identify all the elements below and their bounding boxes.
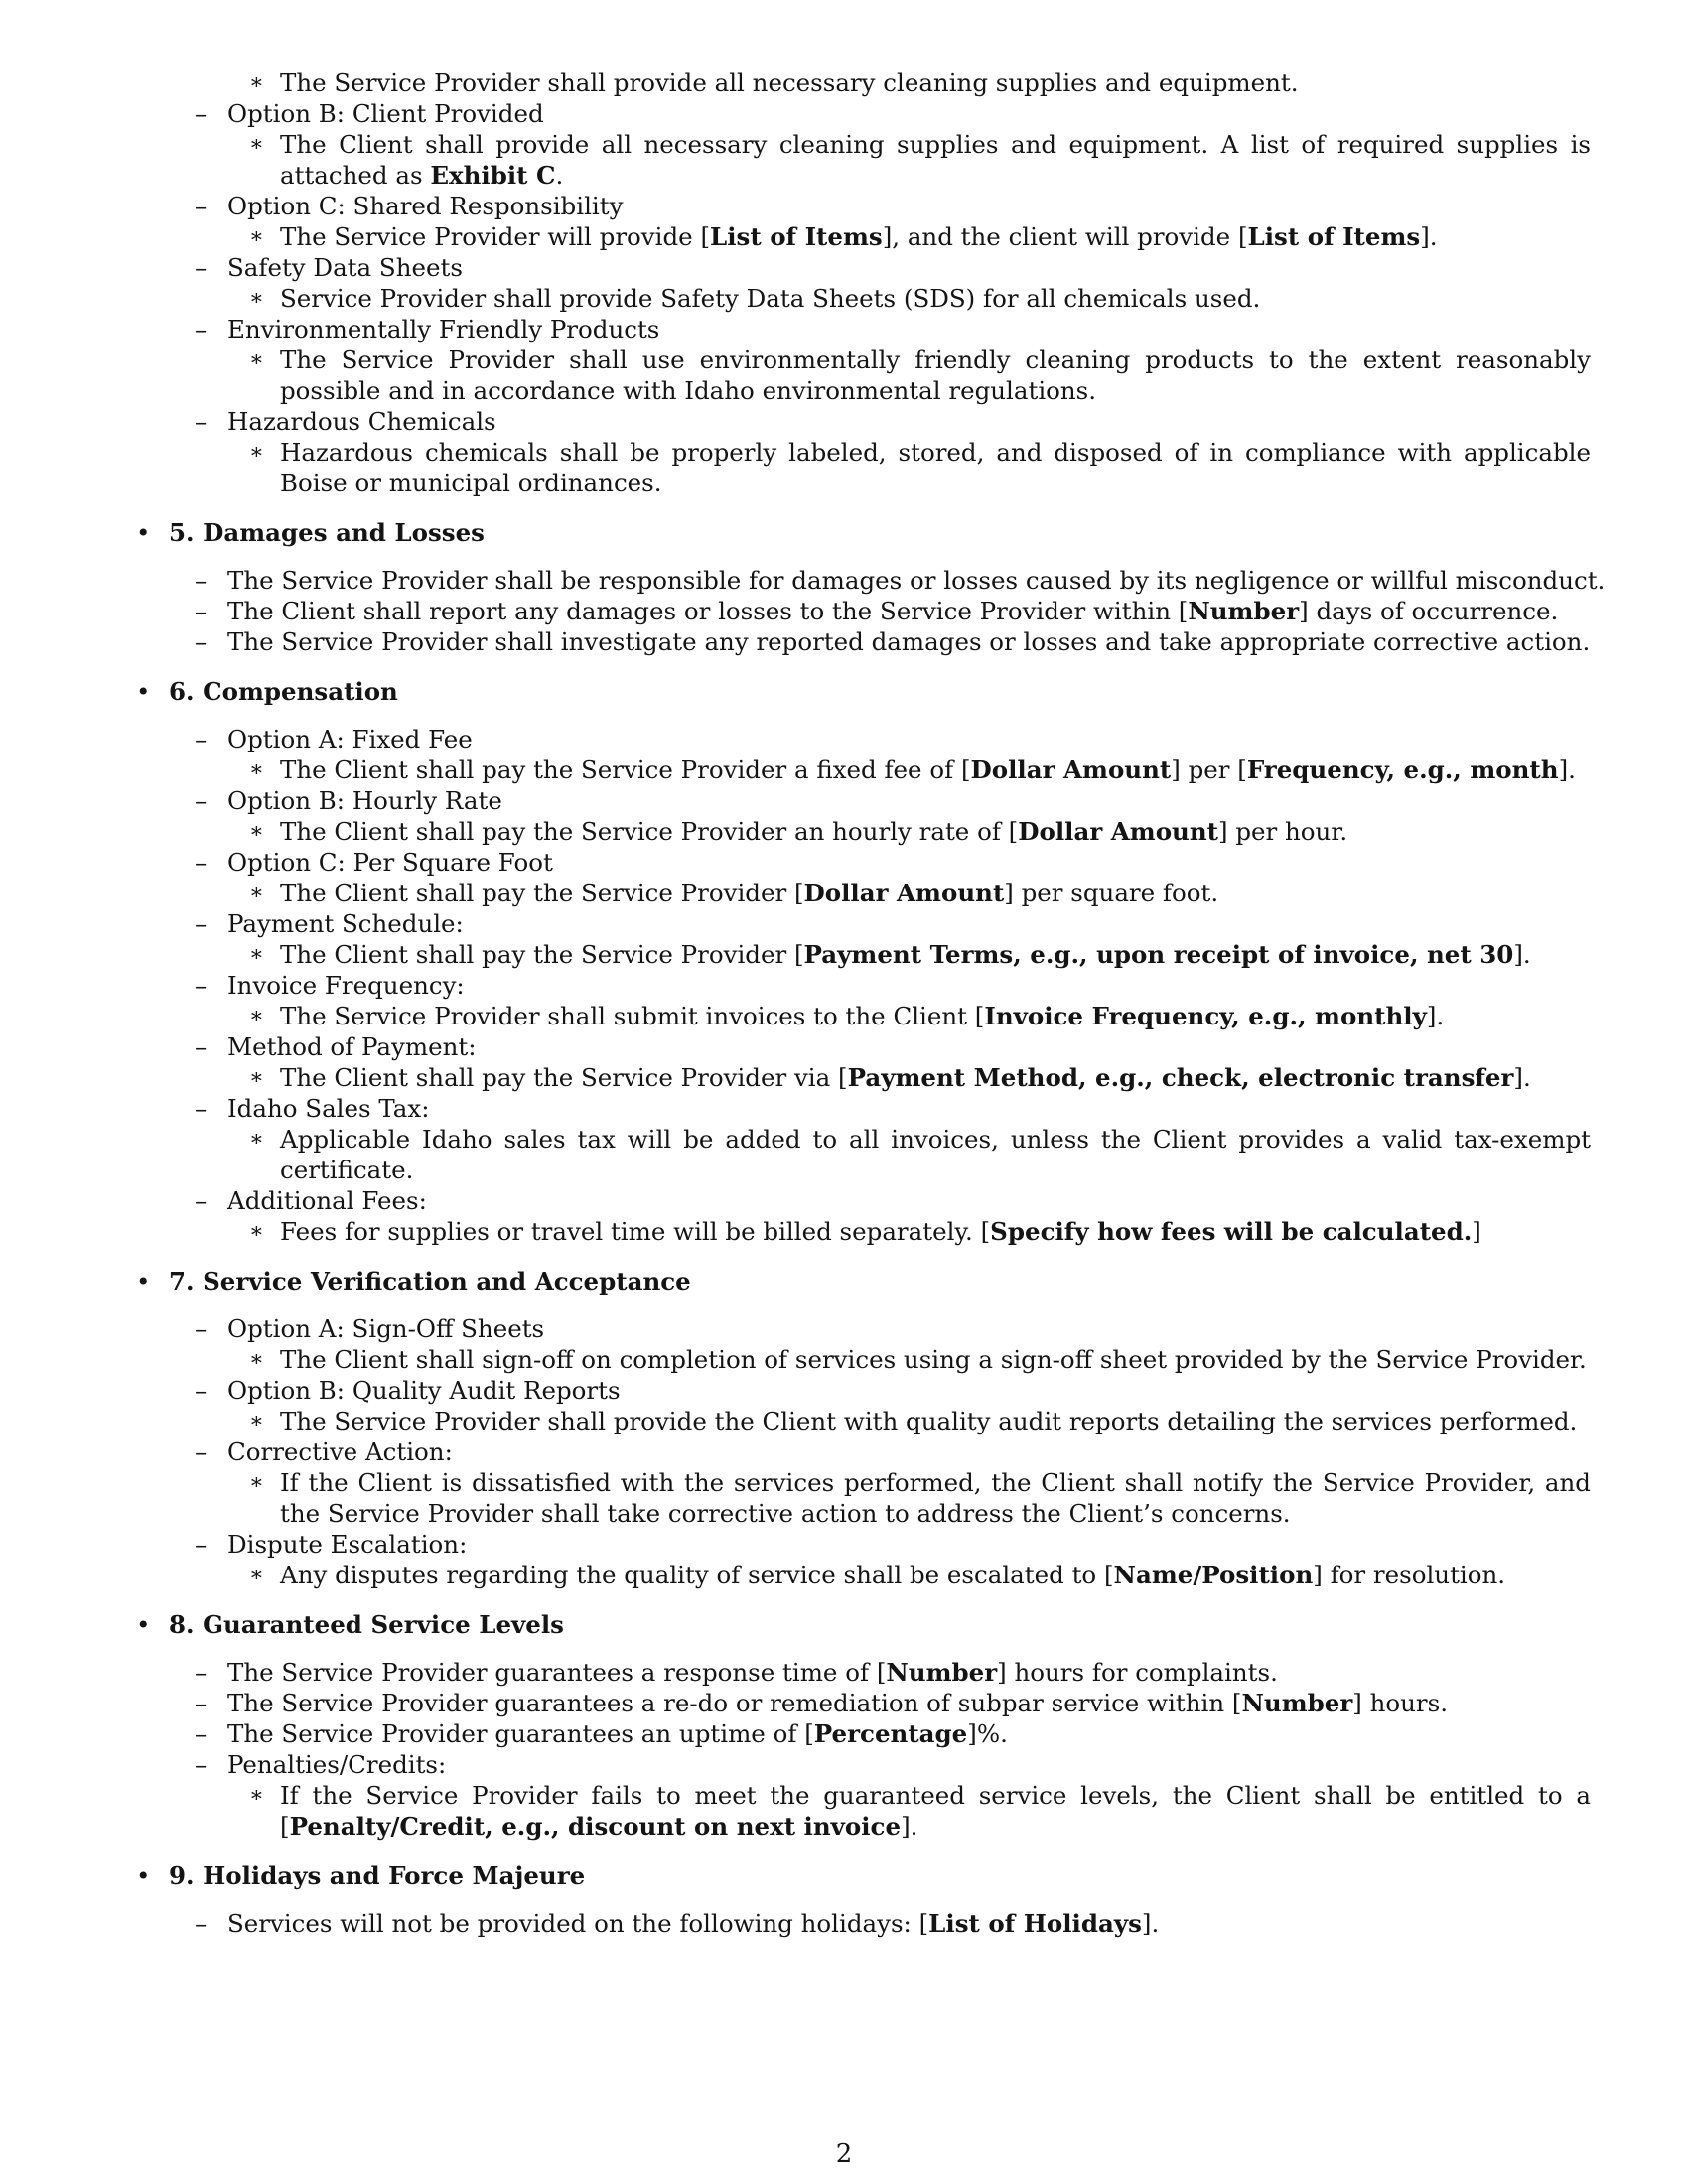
text-run: The Service Provider shall submit invoices to the Client [ xyxy=(280,1002,985,1030)
text-run: Option A: Sign-Off Sheets xyxy=(227,1314,545,1343)
sub-list-item xyxy=(0,816,1591,847)
placeholder-text: Dollar Amount xyxy=(1018,817,1218,846)
list-item xyxy=(0,1749,1688,1780)
placeholder-text: List of Items xyxy=(710,222,883,251)
text-run: ] days of occurrence. xyxy=(1299,597,1559,625)
list-item xyxy=(0,1657,1688,1688)
list-item xyxy=(0,1908,1688,1939)
placeholder-text: Payment Method, e.g., check, electronic transfer xyxy=(847,1063,1514,1092)
section-heading xyxy=(0,1266,1688,1297)
text-run: The Service Provider guarantees a re-do or remediation of subpar service within [ xyxy=(227,1689,1242,1717)
text-run: ]%. xyxy=(967,1719,1008,1748)
text-run: The Client shall pay the Service Provider an hourly rate of [ xyxy=(280,817,1019,846)
text-run: Option C: Shared Responsibility xyxy=(227,192,624,220)
list-item xyxy=(0,565,1688,596)
text-run: The Client shall report any damages or losses to the Service Provider within [ xyxy=(227,597,1189,625)
text-run: ]. xyxy=(901,1812,918,1841)
placeholder-text: Invoice Frequency, e.g., monthly xyxy=(984,1002,1427,1030)
text-run: Services will not be provided on the following holidays: [ xyxy=(227,1909,929,1938)
placeholder-text: Frequency, e.g., month xyxy=(1246,755,1559,784)
text-run: Dispute Escalation: xyxy=(227,1530,468,1559)
placeholder-text: Dollar Amount xyxy=(803,879,1005,907)
sub-list-item xyxy=(0,754,1591,785)
text-run: The Service Provider shall be responsible for damages or losses caused by its negligence or willful misconduct. xyxy=(227,566,1606,595)
list-item xyxy=(0,1031,1688,1062)
text-run: Service Provider shall provide Safety Data Sheets (SDS) for all chemicals used. xyxy=(280,284,1261,313)
placeholder-text: Number xyxy=(886,1658,998,1687)
placeholder-text: Number xyxy=(1241,1689,1353,1717)
text-run: The Client shall provide all necessary cleaning supplies and equipment. A list of required supplies is attached as xyxy=(280,130,1591,190)
sub-list-item xyxy=(0,437,1591,498)
text-run: The Service Provider shall provide all necessary cleaning supplies and equipment. xyxy=(280,68,1299,97)
text-run: The Client shall pay the Service Provider via [ xyxy=(280,1063,848,1092)
sub-list-item xyxy=(0,68,1591,98)
text-run: ] xyxy=(1472,1217,1481,1246)
text-run: If the Service Provider fails to meet the guaranteed service levels, the Client shall be entitled to a [ xyxy=(280,1781,1591,1841)
text-run: 6. Compensation xyxy=(169,677,398,706)
text-run: 8. Guaranteed Service Levels xyxy=(169,1610,564,1639)
text-run: The Client shall pay the Service Provider [ xyxy=(280,879,804,907)
list-item xyxy=(0,406,1688,437)
text-run: ] per [ xyxy=(1171,755,1247,784)
text-run: The Client shall sign-off on completion of services using a sign-off sheet provided by the Service Provider. xyxy=(280,1345,1587,1374)
text-run: Method of Payment: xyxy=(227,1032,477,1061)
text-run: Environmentally Friendly Products xyxy=(227,315,660,343)
list-item xyxy=(0,252,1688,283)
text-run: Option A: Fixed Fee xyxy=(227,725,473,753)
list-item xyxy=(0,724,1688,754)
list-item xyxy=(0,596,1688,626)
placeholder-text: Name/Position xyxy=(1113,1561,1314,1589)
list-item xyxy=(0,1185,1688,1216)
sub-list-item xyxy=(0,1344,1591,1375)
text-run: The Service Provider shall provide the Client with quality audit reports detailing the services performed. xyxy=(280,1407,1578,1435)
text-run: Penalties/Credits: xyxy=(227,1750,447,1779)
text-run: Option B: Hourly Rate xyxy=(227,786,502,815)
text-run: Option C: Per Square Foot xyxy=(227,848,553,877)
placeholder-text: Exhibit C xyxy=(430,161,556,190)
list-item xyxy=(0,314,1688,344)
section-heading xyxy=(0,1609,1688,1640)
list-item xyxy=(0,908,1688,939)
text-run: ]. xyxy=(1513,940,1531,969)
list-item xyxy=(0,1313,1688,1344)
text-run: ] per hour. xyxy=(1217,817,1348,846)
text-run: The Service Provider shall use environmentally friendly cleaning products to the extent reasonably possible and in accordance with Idaho environmental regulations. xyxy=(280,345,1591,405)
text-run: Additional Fees: xyxy=(227,1186,427,1215)
text-run: Hazardous chemicals shall be properly labeled, stored, and disposed of in compliance with applicable Boise or municipal ordinances. xyxy=(280,438,1591,497)
text-run: ]. xyxy=(1513,1063,1531,1092)
sub-list-item xyxy=(0,1216,1591,1247)
text-run: Idaho Sales Tax: xyxy=(227,1094,430,1123)
text-run: Invoice Frequency: xyxy=(227,971,465,1000)
list-item xyxy=(0,98,1688,129)
list-item xyxy=(0,1529,1688,1560)
text-run: Payment Schedule: xyxy=(227,909,464,938)
list-item xyxy=(0,1093,1688,1124)
sub-list-item xyxy=(0,939,1591,970)
sub-list-item xyxy=(0,221,1591,252)
list-item xyxy=(0,626,1688,657)
text-run: ] per square foot. xyxy=(1004,879,1219,907)
text-run: 5. Damages and Losses xyxy=(169,518,485,547)
text-run: ] hours. xyxy=(1352,1689,1448,1717)
placeholder-text: Specify how fees will be calculated. xyxy=(990,1217,1473,1246)
text-run: ]. xyxy=(1420,222,1438,251)
text-run: Applicable Idaho sales tax will be added to all invoices, unless the Client provides a valid tax-exempt certificate. xyxy=(280,1125,1591,1184)
sub-list-item xyxy=(0,878,1591,908)
list-item xyxy=(0,1718,1688,1749)
placeholder-text: List of Holidays xyxy=(928,1909,1142,1938)
text-run: Any disputes regarding the quality of service shall be escalated to [ xyxy=(280,1561,1114,1589)
placeholder-text: Number xyxy=(1188,597,1300,625)
text-run: The Service Provider guarantees an uptime of [ xyxy=(227,1719,814,1748)
placeholder-text: List of Items xyxy=(1247,222,1421,251)
page-number: 2 xyxy=(835,2139,853,2169)
list-item xyxy=(0,1436,1688,1467)
sub-list-item xyxy=(0,1406,1591,1436)
text-run: If the Client is dissatisfied with the services performed, the Client shall notify the Service Provider, and the Service Provider shall take corrective action to address the Client’s concerns. xyxy=(280,1468,1591,1528)
sub-list-item xyxy=(0,1001,1591,1031)
text-run: The Service Provider will provide [ xyxy=(280,222,711,251)
list-item xyxy=(0,785,1688,816)
sub-list-item xyxy=(0,1780,1591,1842)
sub-list-item xyxy=(0,1560,1591,1590)
text-run: The Client shall pay the Service Provider [ xyxy=(280,940,804,969)
list-item xyxy=(0,1688,1688,1718)
placeholder-text: Penalty/Credit, e.g., discount on next invoice xyxy=(289,1812,902,1841)
text-run: ]. xyxy=(1426,1002,1445,1030)
text-run: ]. xyxy=(1558,755,1576,784)
text-run: Option B: Quality Audit Reports xyxy=(227,1376,621,1405)
list-item xyxy=(0,191,1688,221)
text-run: Hazardous Chemicals xyxy=(227,407,496,436)
text-run: ] hours for complaints. xyxy=(997,1658,1278,1687)
placeholder-text: Percentage xyxy=(813,1719,968,1748)
sub-list-item xyxy=(0,1467,1591,1529)
document-body xyxy=(0,68,1688,1939)
list-item xyxy=(0,1375,1688,1406)
text-run: Option B: Client Provided xyxy=(227,99,544,128)
text-run: 9. Holidays and Force Majeure xyxy=(169,1861,586,1890)
list-item xyxy=(0,970,1688,1001)
text-run: ]. xyxy=(1141,1909,1160,1938)
text-run: The Service Provider shall investigate any reported damages or losses and take appropriate corrective action. xyxy=(227,627,1591,656)
text-run: Corrective Action: xyxy=(227,1437,453,1466)
text-run: Fees for supplies or travel time will be billed separately. [ xyxy=(280,1217,991,1246)
text-run: . xyxy=(555,161,564,190)
text-run: ], and the client will provide [ xyxy=(882,222,1248,251)
section-heading xyxy=(0,1860,1688,1891)
sub-list-item xyxy=(0,1062,1591,1093)
sub-list-item xyxy=(0,129,1591,191)
section-heading xyxy=(0,517,1688,548)
placeholder-text: Dollar Amount xyxy=(970,755,1172,784)
text-run: The Client shall pay the Service Provider a fixed fee of [ xyxy=(280,755,971,784)
text-run: The Service Provider guarantees a response time of [ xyxy=(227,1658,887,1687)
section-heading xyxy=(0,676,1688,707)
text-run: Safety Data Sheets xyxy=(227,253,463,282)
sub-list-item xyxy=(0,344,1591,406)
text-run: ] for resolution. xyxy=(1313,1561,1506,1589)
placeholder-text: Payment Terms, e.g., upon receipt of invoice, net 30 xyxy=(803,940,1514,969)
list-item xyxy=(0,847,1688,878)
text-run: 7. Service Verification and Acceptance xyxy=(169,1267,691,1296)
sub-list-item xyxy=(0,1124,1591,1185)
sub-list-item xyxy=(0,283,1591,314)
